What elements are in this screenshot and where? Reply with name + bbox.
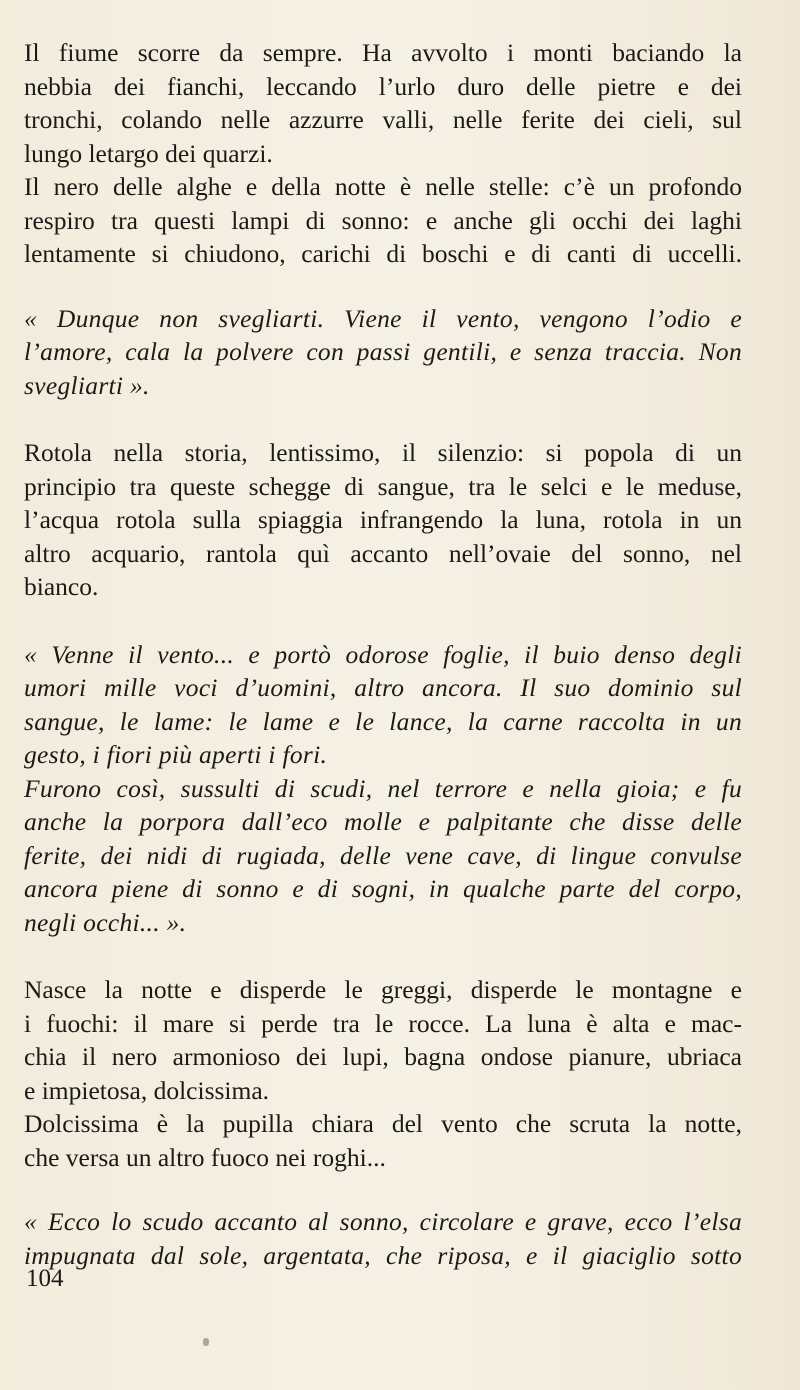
text-line: « Venne il vento... e portò odorose foglie, il buio denso degli xyxy=(24,639,742,669)
page-body xyxy=(24,36,742,1272)
paragraph-3 xyxy=(24,436,742,604)
paragraph-4-quote xyxy=(24,638,742,940)
text-line: Rotola nella storia, lentissimo, il silenzio: si popola di un xyxy=(24,438,742,467)
text-line: « Dunque non svegliarti. Viene il vento, vengono l’odio e xyxy=(24,303,742,333)
text-line: i fuochi: il mare si perde tra le rocce. La luna è alta e mac- xyxy=(24,1008,742,1038)
text-line: lungo letargo dei quarzi. xyxy=(24,138,273,168)
text-line: ancora piene di sonno e di sogni, in qualche parte del corpo, xyxy=(24,874,742,903)
text-line: altro acquario, rantola quì accanto nell’ovaie del sonno, nel xyxy=(24,538,742,568)
text-line: l’amore, cala la polvere con passi gentili, e senza traccia. Non xyxy=(24,337,742,366)
text-line: Nasce la notte e disperde le greggi, disperde le montagne e xyxy=(24,975,742,1004)
text-line: impugnata dal sole, argentata, che riposa, e il giaciglio sotto xyxy=(24,1240,742,1270)
paragraph-6-quote xyxy=(24,1205,742,1272)
text-line: Il nero delle alghe e della notte è nelle stelle: c’è un profondo xyxy=(24,172,742,201)
text-line: sangue, le lame: le lame e le lance, la carne raccolta in un xyxy=(24,706,742,736)
text-line: e impietosa, dolcissima. xyxy=(24,1075,270,1105)
text-line: respiro tra questi lampi di sonno: e anche gli occhi dei laghi xyxy=(24,205,742,235)
text-line: nebbia dei fianchi, leccando l’urlo duro delle pietre e dei xyxy=(24,71,742,101)
text-line: l’acqua rotola sulla spiaggia infrangendo la luna, rotola in un xyxy=(24,505,742,534)
text-line: che versa un altro fuoco nei roghi... xyxy=(24,1142,386,1172)
text-line: tronchi, colando nelle azzurre valli, nelle ferite dei cieli, sul xyxy=(24,105,742,134)
text-line: anche la porpora dall’eco molle e palpitante che disse delle xyxy=(24,807,742,836)
paragraph-5 xyxy=(24,973,742,1174)
paragraph-1 xyxy=(24,36,742,271)
paper-speck xyxy=(203,1338,209,1346)
text-line: principio tra queste schegge di sangue, tra le selci e le meduse, xyxy=(24,471,742,501)
page-number: 104 xyxy=(26,1265,64,1292)
text-line: bianco. xyxy=(24,572,99,601)
text-line: « Ecco lo scudo accanto al sonno, circolare e grave, ecco l’elsa xyxy=(24,1207,742,1236)
text-line: gesto, i fiori più aperti i fori. xyxy=(24,740,328,769)
text-line: Furono così, sussulti di scudi, nel terrore e nella gioia; e fu xyxy=(24,773,742,803)
text-line: chia il nero armonioso dei lupi, bagna ondose pianure, ubriaca xyxy=(24,1042,742,1071)
text-line: Il fiume scorre da sempre. Ha avvolto i monti baciando la xyxy=(24,38,742,67)
text-line: negli occhi... ». xyxy=(24,907,187,937)
text-line: ferite, dei nidi di rugiada, delle vene cave, di lingue convulse xyxy=(24,840,742,870)
text-line: svegliarti ». xyxy=(24,370,150,400)
text-line: Dolcissima è la pupilla chiara del vento che scruta la notte, xyxy=(24,1109,742,1138)
text-line: lentamente si chiudono, carichi di boschi e di canti di uccelli. xyxy=(24,239,742,268)
text-line: umori mille voci d’uomini, altro ancora. Il suo dominio sul xyxy=(24,673,742,702)
paragraph-2-quote xyxy=(24,302,742,403)
